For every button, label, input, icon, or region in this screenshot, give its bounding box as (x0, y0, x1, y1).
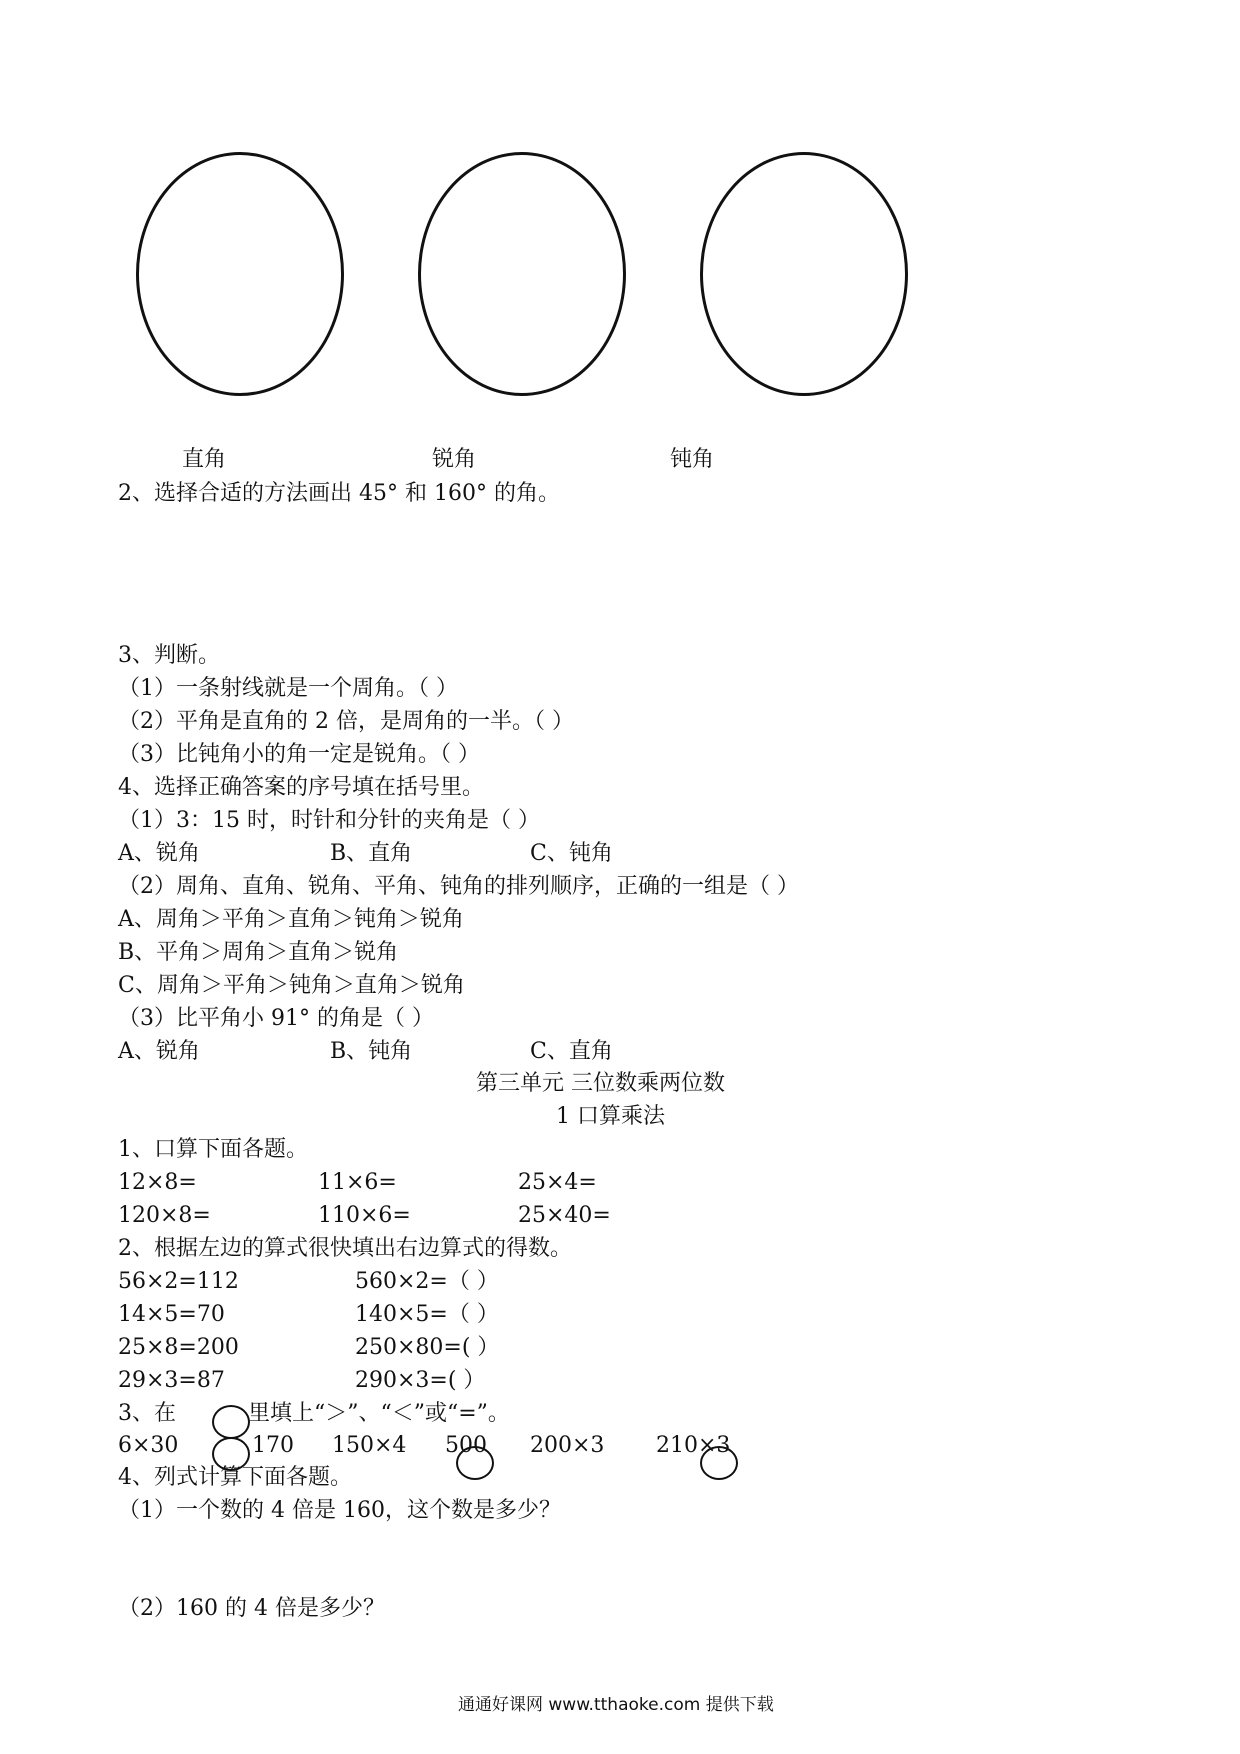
calc-b2-r4-right: 290×3=( ） (355, 1368, 486, 1393)
question-b4-sub2: （2）160 的 4 倍是多少？ (118, 1596, 385, 1621)
question-b1-title: 1、口算下面各题。 (118, 1137, 308, 1162)
option-a4-3-b: B、钝角 (330, 1039, 413, 1064)
question-a3-item-1: （1）一条射线就是一个周角。（ ） (118, 676, 458, 701)
unit-title: 第三单元 三位数乘两位数 (476, 1071, 725, 1096)
option-a4-2-c: C、周角＞平角＞钝角＞直角＞锐角 (118, 973, 465, 998)
calc-b2-r3-left: 25×8=200 (118, 1335, 239, 1360)
calc-b1-r1-c3: 25×4= (518, 1170, 597, 1195)
label-acute-angle: 锐角 (432, 447, 477, 472)
question-a3-item-2: （2）平角是直角的 2 倍，是周角的一半。（ ） (118, 709, 574, 734)
option-a4-3-a: A、锐角 (118, 1039, 200, 1064)
label-obtuse-angle: 钝角 (670, 447, 715, 472)
circle-obtuse-angle (700, 152, 908, 396)
option-a4-1-c: C、钝角 (530, 841, 613, 866)
calc-b2-r2-right: 140×5=（ ） (355, 1302, 499, 1327)
calc-b2-r1-right: 560×2=（ ） (355, 1269, 499, 1294)
label-right-angle: 直角 (182, 447, 227, 472)
compare-b3-item-4: 500 (445, 1433, 487, 1458)
calc-b1-r1-c1: 12×8= (118, 1170, 197, 1195)
option-a4-1-a: A、锐角 (118, 841, 200, 866)
compare-b3-item-1: 6×30 (118, 1433, 179, 1458)
unit-subtitle: 1 口算乘法 (556, 1104, 665, 1129)
question-b2-title: 2、根据左边的算式很快填出右边算式的得数。 (118, 1236, 572, 1261)
calc-b1-r1-c2: 11×6= (318, 1170, 397, 1195)
question-a2: 2、选择合适的方法画出 45° 和 160° 的角。 (118, 481, 560, 506)
question-a3-title: 3、判断。 (118, 643, 220, 668)
compare-b3-item-6: 210×3 (656, 1433, 731, 1458)
question-a4-sub3: （3）比平角小 91° 的角是（ ） (118, 1006, 434, 1031)
question-a4-sub1: （1）3：15 时，时针和分针的夹角是（ ） (118, 808, 540, 833)
question-a4-sub2: （2）周角、直角、锐角、平角、钝角的排列顺序，正确的一组是（ ） (118, 874, 799, 899)
option-a4-2-b: B、平角＞周角＞直角＞锐角 (118, 940, 399, 965)
page-footer: 通通好课网 www.tthaoke.com 提供下载 (458, 1695, 774, 1715)
circle-right-angle (136, 152, 344, 396)
calc-b2-r4-left: 29×3=87 (118, 1368, 225, 1393)
answer-circle-2[interactable] (456, 1446, 494, 1480)
question-a3-item-3: （3）比钝角小的角一定是锐角。（ ） (118, 742, 480, 767)
calc-b1-r2-c2: 110×6= (318, 1203, 411, 1228)
compare-b3-item-2: 170 (252, 1433, 294, 1458)
compare-b3-item-5: 200×3 (530, 1433, 605, 1458)
answer-circle-legend[interactable] (212, 1405, 250, 1439)
question-b4-title: 4、列式计算下面各题。 (118, 1465, 352, 1490)
calc-b1-r2-c3: 25×40= (518, 1203, 611, 1228)
calc-b2-r1-left: 56×2=112 (118, 1269, 239, 1294)
question-a4-title: 4、选择正确答案的序号填在括号里。 (118, 775, 484, 800)
question-b4-sub1: （1）一个数的 4 倍是 160，这个数是多少？ (118, 1498, 561, 1523)
circle-acute-angle (418, 152, 626, 396)
calc-b2-r3-right: 250×80=( ） (355, 1335, 500, 1360)
calc-b1-r2-c1: 120×8= (118, 1203, 211, 1228)
question-b3-title-prefix: 3、在 (118, 1401, 176, 1426)
answer-circle-3[interactable] (700, 1446, 738, 1480)
compare-b3-item-3: 150×4 (332, 1433, 407, 1458)
option-a4-1-b: B、直角 (330, 841, 413, 866)
question-b3-title-suffix: 里填上“＞”、“＜”或“=”。 (248, 1401, 510, 1426)
option-a4-3-c: C、直角 (530, 1039, 613, 1064)
option-a4-2-a: A、周角＞平角＞直角＞钝角＞锐角 (118, 907, 464, 932)
calc-b2-r2-left: 14×5=70 (118, 1302, 225, 1327)
